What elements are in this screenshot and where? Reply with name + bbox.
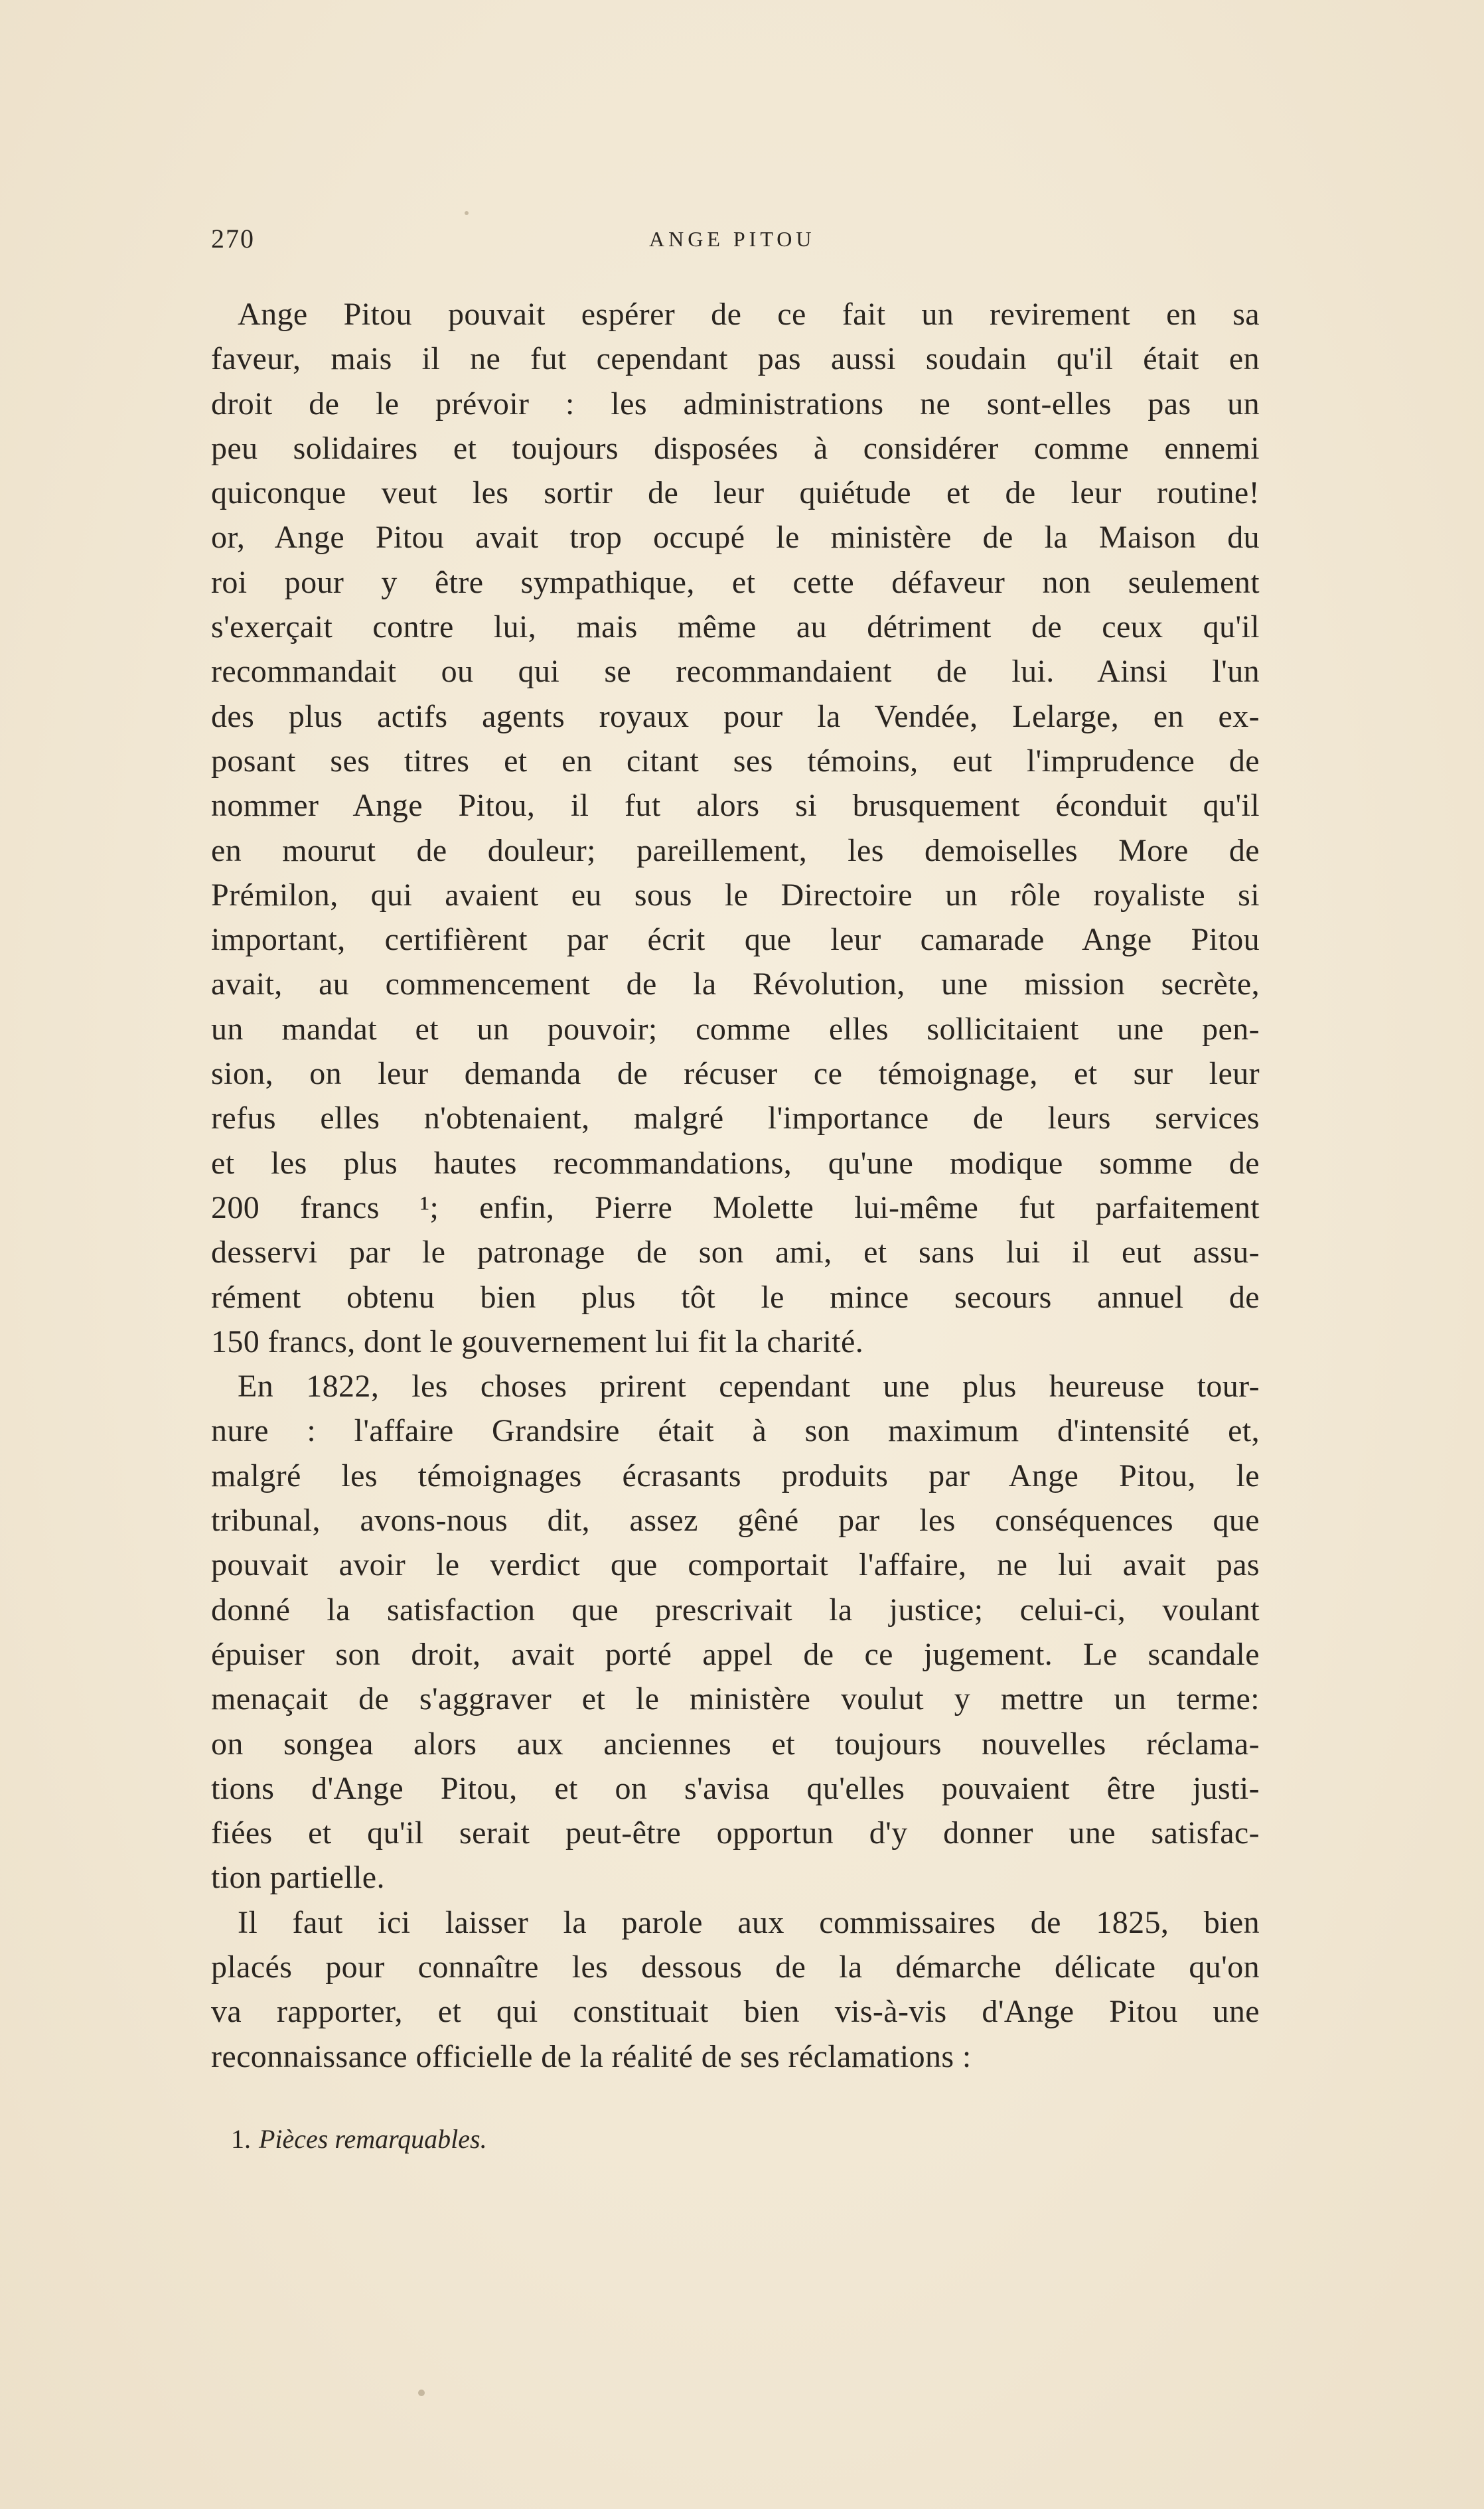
text-line: reconnaissance officielle de la réalité de ses réclamations : (211, 2038, 972, 2074)
text-line: et les plus hautes recommandations, qu'une modique somme de (211, 1145, 1260, 1181)
text-line: roi pour y être sympathique, et cette défaveur non seulement (211, 564, 1260, 600)
text-line: 200 francs ¹; enfin, Pierre Molette lui-même fut parfaitement (211, 1189, 1260, 1225)
text-line: s'exerçait contre lui, mais même au détriment de ceux qu'il (211, 609, 1260, 645)
paragraph (211, 1900, 1260, 2079)
body-text (211, 292, 1260, 2079)
text-line: Ange Pitou pouvait espérer de ce fait un revirement en sa (238, 297, 1260, 332)
paper-speck (465, 211, 469, 215)
text-line: en mourut de douleur; pareillement, les demoiselles More de (211, 832, 1260, 868)
text-line: Prémilon, qui avaient eu sous le Directoire un rôle royaliste si (211, 877, 1260, 913)
text-line: refus elles n'obtenaient, malgré l'importance de leurs services (211, 1101, 1260, 1136)
footnote (231, 2121, 487, 2158)
text-line: des plus actifs agents royaux pour la Vendée, Lelarge, en ex- (211, 698, 1260, 734)
text-line: faveur, mais il ne fut cependant pas aussi soudain qu'il était en (211, 341, 1260, 377)
text-line: desservi par le patronage de son ami, et sans lui il eut assu- (211, 1235, 1260, 1270)
footnote-text: Pièces remarquables. (259, 2124, 487, 2154)
text-line: malgré les témoignages écrasants produits par Ange Pitou, le (211, 1458, 1260, 1493)
text-line: pouvait avoir le verdict que comportait l'affaire, ne lui avait pas (211, 1547, 1260, 1583)
page-number: 270 (211, 224, 255, 254)
text-line: sion, on leur demanda de récuser ce témoignage, et sur leur (211, 1056, 1260, 1092)
text-line: épuiser son droit, avait porté appel de ce jugement. Le scandale (211, 1636, 1260, 1672)
text-line: donné la satisfaction que prescrivait la justice; celui-ci, voulant (211, 1592, 1260, 1628)
text-line: un mandat et un pouvoir; comme elles sollicitaient une pen- (211, 1011, 1260, 1047)
running-head (211, 219, 1260, 259)
text-line: menaçait de s'aggraver et le ministère voulut y mettre un terme: (211, 1681, 1260, 1717)
paragraph (211, 292, 1260, 1364)
text-line: nommer Ange Pitou, il fut alors si brusquement éconduit qu'il (211, 788, 1260, 824)
paper-speck (418, 2390, 425, 2396)
text-line: rément obtenu bien plus tôt le mince secours annuel de (211, 1279, 1260, 1315)
text-line: avait, au commencement de la Révolution, une mission secrète, (211, 966, 1260, 1002)
text-line: on songea alors aux anciennes et toujours nouvelles réclama- (211, 1726, 1260, 1762)
text-line: recommandait ou qui se recommandaient de lui. Ainsi l'un (211, 654, 1260, 690)
text-line: tribunal, avons-nous dit, assez gêné par les conséquences que (211, 1503, 1260, 1539)
text-line: posant ses titres et en citant ses témoins, eut l'imprudence de (211, 743, 1260, 779)
paragraph (211, 1364, 1260, 1900)
text-line: peu solidaires et toujours disposées à considérer comme ennemi (211, 430, 1260, 466)
text-line: placés pour connaître les dessous de la démarche délicate qu'on (211, 1949, 1260, 1985)
text-line: nure : l'affaire Grandsire était à son maximum d'intensité et, (211, 1413, 1260, 1449)
footnote-marker: 1. (231, 2124, 251, 2154)
text-line: 150 francs, dont le gouvernement lui fit la charité. (211, 1324, 864, 1359)
text-line: droit de le prévoir : les administrations ne sont-elles pas un (211, 386, 1260, 421)
text-line: tion partielle. (211, 1860, 385, 1896)
text-line: va rapporter, et qui constituait bien vis-à-vis d'Ange Pitou une (211, 1994, 1260, 2030)
text-line: important, certifièrent par écrit que leur camarade Ange Pitou (211, 922, 1260, 958)
text-line: tions d'Ange Pitou, et on s'avisa qu'elles pouvaient être justi- (211, 1770, 1260, 1806)
text-line: fiées et qu'il serait peut-être opportun d'y donner une satisfac- (211, 1815, 1260, 1851)
text-line: or, Ange Pitou avait trop occupé le ministère de la Maison du (211, 520, 1260, 556)
text-line: quiconque veut les sortir de leur quiétude et de leur routine! (211, 475, 1260, 511)
text-line: En 1822, les choses prirent cependant une plus heureuse tour- (238, 1369, 1260, 1405)
running-title: ANGE PITOU (649, 227, 816, 251)
text-line: Il faut ici laisser la parole aux commissaires de 1825, bien (238, 1904, 1260, 1940)
